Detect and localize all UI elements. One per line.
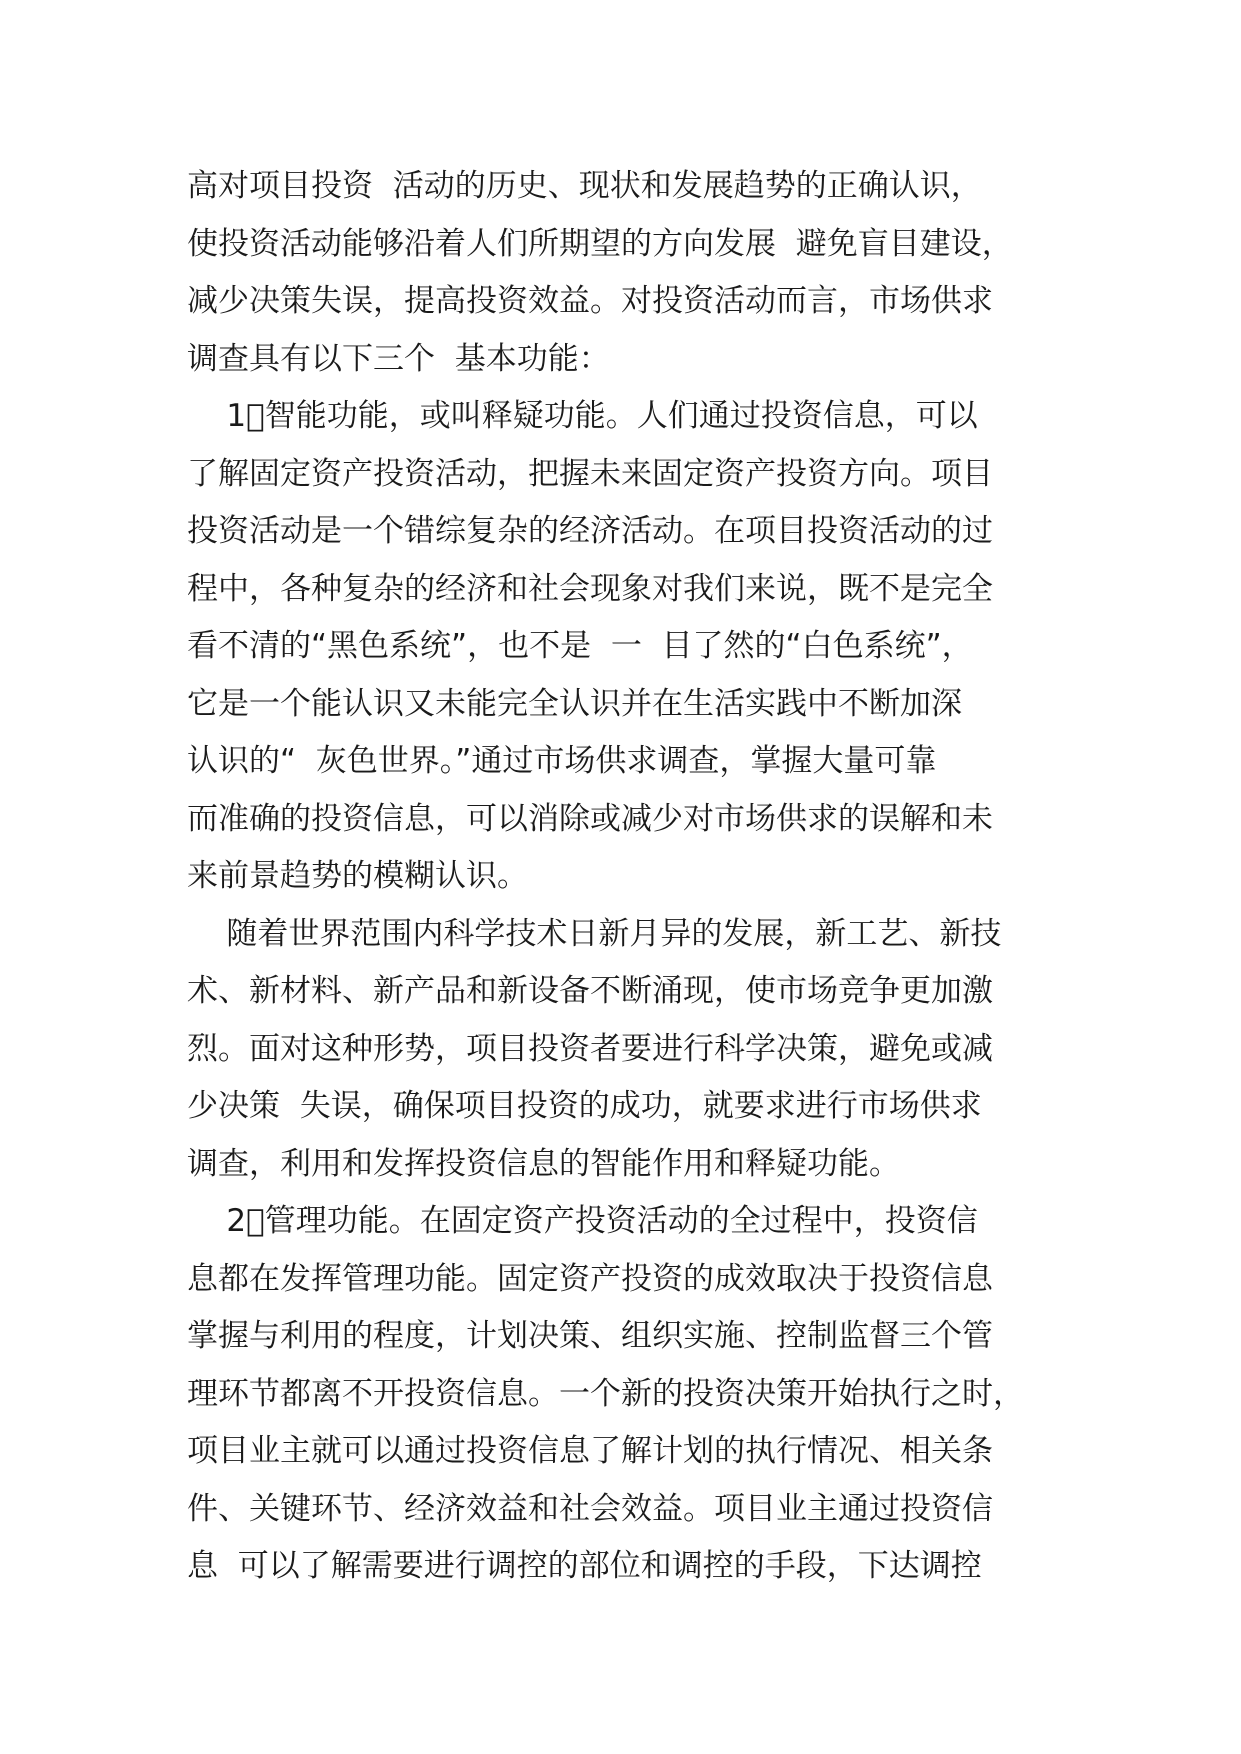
text-line: 件、关键环节、经济效益和社会效益。项目业主通过投资信 xyxy=(187,1490,993,1527)
text-line: 调查，利用和发挥投资信息的智能作用和释疑功能。 xyxy=(187,1145,900,1182)
text-line: 看不清的“黑色系统”，也不是 一 目了然的“白色系统”， xyxy=(187,628,973,664)
text-line: 调查具有以下三个 基本功能： xyxy=(187,340,610,377)
text-line: 认识的“ 灰色世界。”通过市场供求调查，掌握大量可靠 xyxy=(187,743,937,779)
text-line: 理环节都离不开投资信息。一个新的投资决策开始执行之时， xyxy=(187,1375,1024,1412)
text-line: 来前景趋势的模糊认识。 xyxy=(187,858,528,894)
text-line: 程中，各种复杂的经济和社会现象对我们来说，既不是完全 xyxy=(187,570,993,607)
text-line: 术、新材料、新产品和新设备不断涌现，使市场竞争更加激 xyxy=(187,973,993,1009)
text-line: 它是一个能认识又未能完全认识并在生活实践中不断加深 xyxy=(187,685,962,722)
text-line: 项目业主就可以通过投资信息了解计划的执行情况、相关条 xyxy=(187,1433,993,1469)
text-line: 2 管理功能。在固定资产投资活动的全过程中，投资信 xyxy=(187,1203,978,1239)
text-line: 了解固定资产投资活动，把握未来固定资产投资方向。项目 xyxy=(187,455,993,492)
text-line: 而准确的投资信息，可以消除或减少对市场供求的误解和未 xyxy=(187,800,993,837)
text-line: 息 可以了解需要进行调控的部位和调控的手段，下达调控 xyxy=(187,1548,982,1584)
text-line: 少决策 失误，确保项目投资的成功，就要求进行市场供求 xyxy=(187,1088,982,1124)
text-line: 烈。面对这种形势，项目投资者要进行科学决策，避免或减 xyxy=(187,1030,993,1067)
text-line: 高对项目投资 活动的历史、现状和发展趋势的正确认识， xyxy=(187,168,982,204)
text-line: 减少决策失误，提高投资效益。对投资活动而言，市场供求 xyxy=(187,283,993,319)
text-line: 1 智能功能，或叫释疑功能。人们通过投资信息，可以 xyxy=(187,398,978,434)
text-line: 投资活动是一个错综复杂的经济活动。在项目投资活动的过 xyxy=(187,513,993,549)
body-text xyxy=(187,158,1067,1596)
text-line: 掌握与利用的程度，计划决策、组织实施、控制监督三个管 xyxy=(187,1318,993,1354)
text-line: 息都在发挥管理功能。固定资产投资的成效取决于投资信息 xyxy=(187,1260,993,1297)
text-line: 随着世界范围内科学技术日新月异的发展，新工艺、新技 xyxy=(187,915,1002,952)
text-line: 使投资活动能够沿着人们所期望的方向发展 避免盲目建设， xyxy=(187,225,1013,262)
